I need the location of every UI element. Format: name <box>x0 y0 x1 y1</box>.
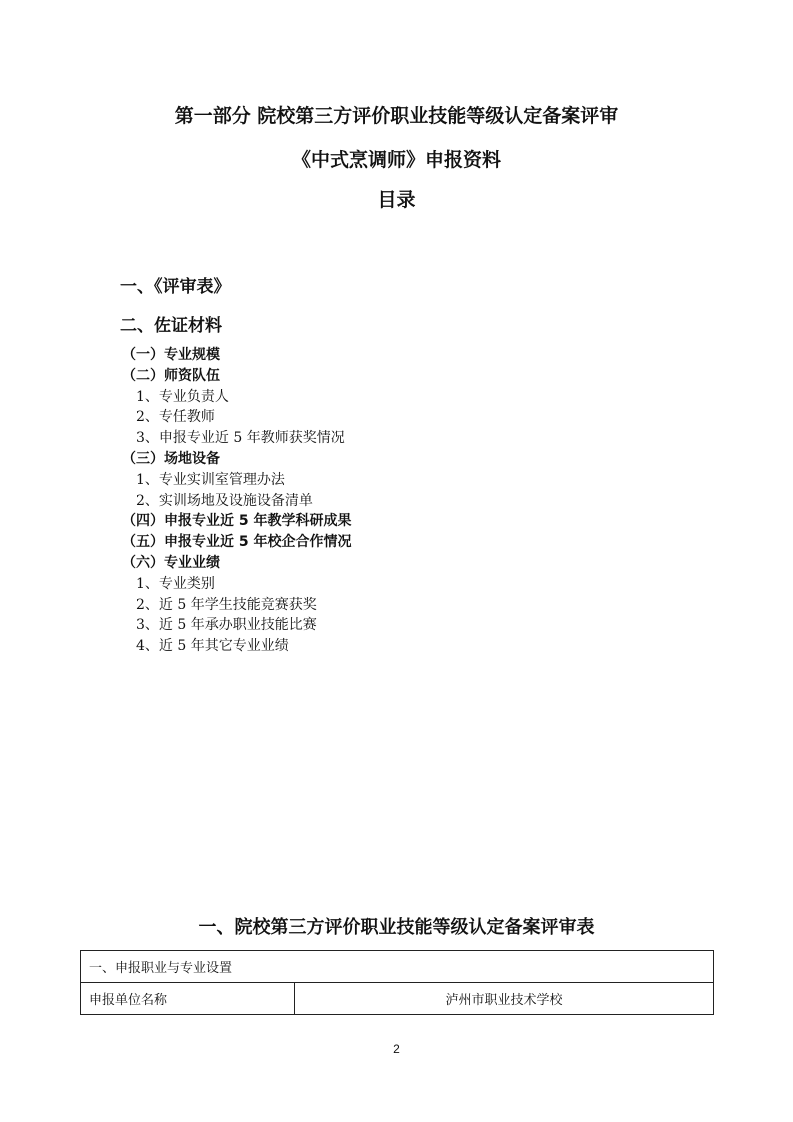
table-row <box>81 983 714 1015</box>
toc-subsection-item: 4、近 5 年其它专业业绩 <box>136 638 289 655</box>
unit-name-label: 申报单位名称 <box>81 983 295 1015</box>
table-section-header: 一、申报职业与专业设置 <box>81 951 714 983</box>
review-form-table <box>80 950 714 1015</box>
toc-main-item-supporting-materials: 二、佐证材料 <box>120 316 222 336</box>
page-number: 2 <box>393 1042 400 1056</box>
toc-section-item: （三）场地设备 <box>122 450 220 467</box>
toc-subsection-item: 2、专任教师 <box>136 409 215 426</box>
toc-subsection-item: 1、专业实训室管理办法 <box>136 471 285 488</box>
toc-subsection-item: 1、专业负责人 <box>136 388 229 405</box>
toc-section-item: （六）专业业绩 <box>122 554 220 571</box>
toc-subsection-item: 3、近 5 年承办职业技能比赛 <box>136 617 317 634</box>
toc-subsection-item: 1、专业类别 <box>136 575 215 592</box>
toc-list <box>122 345 352 657</box>
unit-name-value: 泸州市职业技术学校 <box>295 983 714 1015</box>
toc-section-item: （二）师资队伍 <box>122 367 220 384</box>
toc-subsection-item: 2、实训场地及设施设备清单 <box>136 492 313 509</box>
toc-section-item: （一）专业规模 <box>122 347 220 363</box>
toc-subsection-item: 3、申报专业近 5 年教师获奖情况 <box>136 430 345 447</box>
document-title-line1: 第一部分 院校第三方评价职业技能等级认定备案评审 <box>174 105 619 127</box>
document-title-line2: 《中式烹调师》申报资料 <box>291 149 501 171</box>
table-row <box>81 951 714 983</box>
toc-heading: 目录 <box>377 189 416 211</box>
toc-subsection-item: 2、近 5 年学生技能竞赛获奖 <box>136 596 317 613</box>
section-title: 一、院校第三方评价职业技能等级认定备案评审表 <box>198 917 595 938</box>
toc-main-item-review-form: 一、《评审表》 <box>120 277 231 297</box>
toc-section-item: （四）申报专业近 5 年教学科研成果 <box>122 513 352 530</box>
toc-section-item: （五）申报专业近 5 年校企合作情况 <box>122 534 352 551</box>
